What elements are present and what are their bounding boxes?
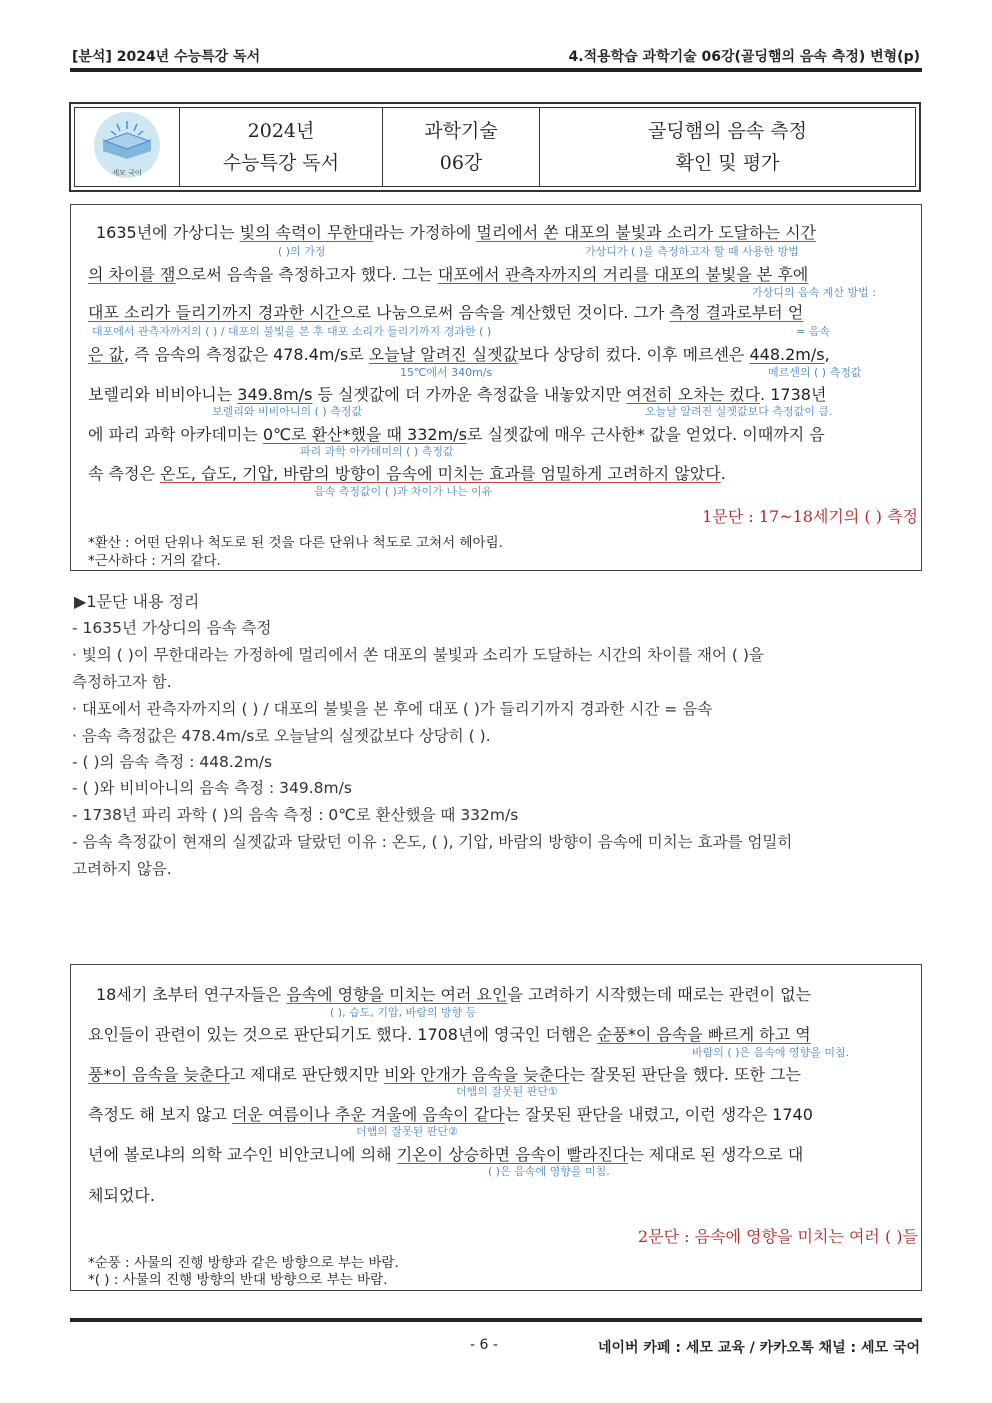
header-right: 4.적용학습 과학기술 06강(골딩햄의 음속 측정) 변형(p): [568, 49, 920, 65]
p1-footnote-1: *환산 : 어떤 단위나 척도로 된 것을 다른 단위나 척도로 고쳐서 헤아림.: [88, 535, 503, 551]
p1-note-5: = 음속: [796, 325, 830, 338]
title-table: [69, 102, 921, 192]
p1-line6: 에 파리 과학 아카데미는 0℃로 환산*했을 때 332m/s로 실젯값에 매우 근사한* 값을 얻었다. 이때까지 음: [88, 425, 825, 444]
p2-footnote-2: *( ) : 사물의 진행 방향의 반대 방향으로 부는 바람.: [88, 1272, 388, 1288]
review-item-7: - ( )와 비비아니의 음속 측정 : 349.8m/s: [72, 779, 352, 797]
p1-line3: 대포 소리가 들리기까지 경과한 시간으로 나눔으로써 음속을 계산했던 것이다. 그가 측정 결과로부터 얻: [88, 303, 804, 322]
book-logo-icon: [89, 111, 165, 183]
title-lesson: 06강: [439, 152, 483, 174]
review-item-1: - 1635년 가상디의 음속 측정: [72, 619, 272, 637]
review-item-6: - ( )의 음속 측정 : 448.2m/s: [72, 753, 273, 771]
svg-text:세모 국어: 세모 국어: [112, 169, 142, 177]
p2-note-3: 더햄의 잘못된 판단①: [456, 1085, 558, 1098]
review-item-5: · 음속 측정값은 478.4m/s로 오늘날의 실젯값보다 상당히 ( ).: [72, 727, 491, 745]
p2-note-4: 더햄의 잘못된 판단②: [356, 1125, 458, 1138]
p2-footnote-1: *순풍 : 사물의 진행 방향과 같은 방향으로 부는 바람.: [88, 1255, 399, 1271]
p1-note-7: 메르센의 ( ) 측정값: [768, 366, 862, 379]
p2-note-2: 바람의 ( )은 음속에 영향을 미침.: [692, 1046, 850, 1059]
p1-note-4: 대포에서 관측자까지의 ( ) / 대포의 불빛을 본 후 대포 소리가 들리기까지 경과한 ( ): [92, 325, 492, 338]
logo-cell: [75, 108, 180, 186]
p2-note-1: ( ), 습도, 기압, 바람의 방향 등: [330, 1006, 477, 1019]
footer-rule: [70, 1318, 922, 1322]
title-cell-topic: [540, 108, 915, 186]
title-year: 2024년: [247, 120, 315, 142]
p2-line4: 측정도 해 보지 않고 더운 여름이나 추운 겨울에 음속이 같다는 잘못된 판단을 내렸고, 이런 생각은 1740: [88, 1105, 813, 1124]
review-item-9: - 음속 측정값이 현재의 실젯값과 달랐던 이유 : 온도, ( ), 기압, 바람의 방향이 음속에 미치는 효과를 엄밀히: [72, 833, 793, 851]
title-book: 수능특강 독서: [222, 152, 340, 174]
p2-summary: 2문단 : 음속에 영향을 미치는 여러 ( )들: [637, 1227, 918, 1246]
p2-line3: 풍*이 음속을 늦춘다고 제대로 판단했지만 비와 안개가 음속을 늦춘다는 잘못된 판단을 했다. 또한 그는: [88, 1065, 801, 1084]
title-cell-unit: [383, 108, 540, 186]
p1-line2: 의 차이를 잼으로써 음속을 측정하고자 했다. 그는 대포에서 관측자까지의 거리를 대포의 불빛을 본 후에: [88, 265, 809, 284]
p1-note-11: 음속 측정값이 ( )과 차이가 나는 이유: [314, 485, 493, 498]
review-item-3: 측정하고자 함.: [72, 673, 172, 691]
title-topic: 골딩햄의 음속 측정: [648, 120, 807, 142]
p1-note-9: 오늘날 알려진 실젯값보다 측정값이 큼.: [645, 405, 833, 418]
p1-note-1: ( )의 가정: [278, 245, 326, 258]
p1-note-10: 파리 과학 아카데미의 ( ) 측정값: [300, 445, 454, 458]
review-item-2: · 빛의 ( )이 무한대라는 가정하에 멀리에서 쏜 대포의 불빛과 소리가 도달하는 시간의 차이를 재어 ( )을: [72, 646, 764, 664]
p2-line2: 요인들이 관련이 있는 것으로 판단되기도 했다. 1708년에 영국인 더햄은 순풍*이 음속을 빠르게 하고 역: [88, 1025, 811, 1044]
p2-line5: 년에 볼로냐의 의학 교수인 비안코니에 의해 기온이 상승하면 음속이 빨라진다는 제대로 된 생각으로 대: [88, 1145, 804, 1164]
title-type: 확인 및 평가: [675, 152, 780, 174]
p2-line1: 18세기 초부터 연구자들은 음속에 영향을 미치는 여러 요인을 고려하기 시작했는데 때로는 관련이 없는: [96, 985, 812, 1004]
p1-note-8: 보렐리와 비비아니의 ( ) 측정값: [212, 405, 363, 418]
footer-contact: 네이버 카페 : 세모 교육 / 카카오톡 채널 : 세모 국어: [597, 1340, 920, 1356]
p1-note-6: 15℃에서 340m/s: [400, 366, 493, 379]
p1-note-3: 가상디의 음속 계산 방법 :: [752, 286, 876, 299]
title-subject: 과학기술: [424, 120, 498, 142]
header-rule: [70, 68, 922, 72]
p1-summary: 1문단 : 17~18세기의 ( ) 측정: [702, 507, 918, 526]
p1-line7: 속 측정은 온도, 습도, 기압, 바람의 방향이 음속에 미치는 효과를 엄밀하게 고려하지 않았다.: [88, 464, 726, 483]
p1-footnote-2: *근사하다 : 거의 같다.: [88, 553, 221, 569]
p2-line6: 체되었다.: [88, 1186, 155, 1205]
p1-line5: 보렐리와 비비아니는 349.8m/s 등 실젯값에 더 가까운 측정값을 내놓았지만 여전히 오차는 컸다. 1738년: [88, 385, 827, 404]
review-title: ▶1문단 내용 정리: [74, 592, 200, 611]
review-item-8: - 1738년 파리 과학 ( )의 음속 측정 : 0℃로 환산했을 때 332m/s: [72, 806, 519, 824]
p2-note-5: ( )은 음속에 영향을 미침.: [488, 1165, 610, 1178]
review-item-4: · 대포에서 관측자까지의 ( ) / 대포의 불빛을 본 후에 대포 ( )가 들리기까지 경과한 시간 = 음속: [72, 700, 713, 718]
header-left: [분석] 2024년 수능특강 독서: [72, 49, 261, 65]
page-number: - 6 -: [470, 1337, 498, 1353]
p1-line4: 은 값, 즉 음속의 측정값은 478.4m/s로 오늘날 알려진 실젯값보다 상당히 컸다. 이후 메르센은 448.2m/s,: [88, 345, 830, 364]
review-item-10: 고려하지 않음.: [72, 860, 172, 878]
p1-line1: 1635년에 가상디는 빛의 속력이 무한대라는 가정하에 멀리에서 쏜 대포의 불빛과 소리가 도달하는 시간: [96, 223, 817, 242]
p1-note-2: 가상디가 ( )을 측정하고자 할 때 사용한 방법: [585, 245, 799, 258]
title-cell-book: [180, 108, 383, 186]
